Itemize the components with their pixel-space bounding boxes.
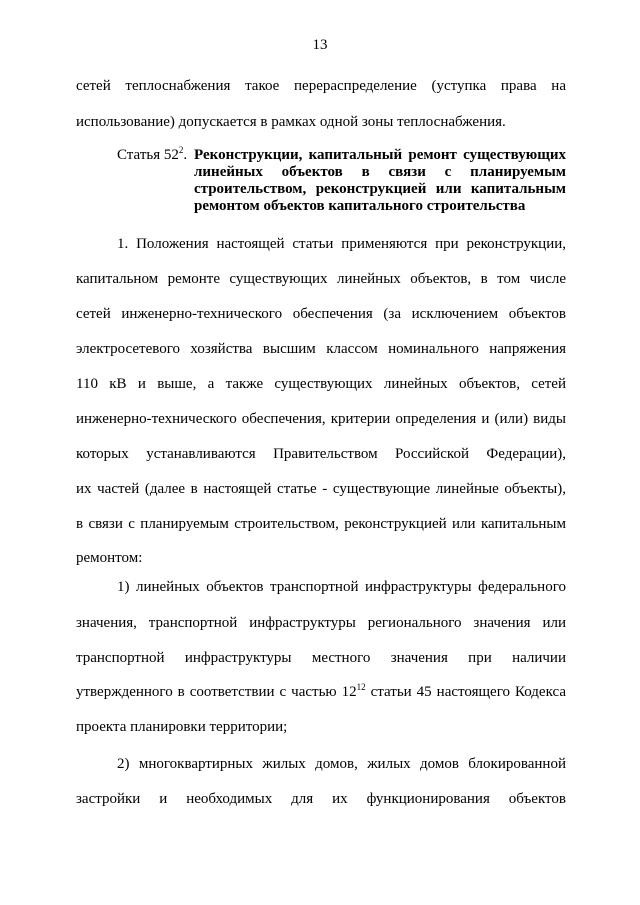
text-line: сетей инженерно-технического обеспечения (за исключением объектов xyxy=(76,306,566,322)
article-title-line: линейных объектов в связи с планируемым xyxy=(194,164,566,180)
text-line: в связи с планируемым строительством, реконструкцией или капитальным xyxy=(76,516,566,532)
text-fragment: утвержденного в соответствии с частью 12 xyxy=(76,684,357,700)
text-line: застройки и необходимых для их функционирования объектов xyxy=(76,791,566,807)
text-line: электросетевого хозяйства высшим классом номинального напряжения xyxy=(76,341,566,357)
text-line: их частей (далее в настоящей статье - существующие линейные объекты), xyxy=(76,481,566,497)
text-line: 1. Положения настоящей статьи применяются при реконструкции, xyxy=(117,236,566,252)
text-line: сетей теплоснабжения такое перераспределение (уступка права на xyxy=(76,78,566,94)
text-line: 110 кВ и выше, а также существующих линейных объектов, сетей xyxy=(76,376,566,392)
article-title xyxy=(194,147,566,215)
text-line xyxy=(76,683,566,701)
text-line: капитальном ремонте существующих линейных объектов, в том числе xyxy=(76,271,566,287)
page-number: 13 xyxy=(312,37,328,53)
text-line: транспортной инфраструктуры местного значения при наличии xyxy=(76,650,566,666)
article-label-text: Статья 52 xyxy=(117,147,179,163)
article-title-line: строительством, реконструкцией или капитальным xyxy=(194,181,566,197)
text-line: 2) многоквартирных жилых домов, жилых домов блокированной xyxy=(117,756,566,772)
superscript: 12 xyxy=(356,682,366,692)
text-line: значения, транспортной инфраструктуры регионального значения или xyxy=(76,615,566,631)
article-label-dot: . xyxy=(183,147,188,163)
text-line: которых устанавливаются Правительством Российской Федерации), xyxy=(76,446,566,462)
text-line: инженерно-технического обеспечения, критерии определения и (или) виды xyxy=(76,411,566,427)
text-fragment: статьи 45 настоящего Кодекса xyxy=(365,684,566,700)
text-line: ремонтом: xyxy=(76,550,143,566)
text-line: использование) допускается в рамках одной зоны теплоснабжения. xyxy=(76,114,506,130)
article-label-superscript: 2 xyxy=(178,145,184,155)
article-title-line: Реконструкции, капитальный ремонт существующих xyxy=(194,147,566,163)
article-title-line: ремонтом объектов капитального строительства xyxy=(194,198,526,214)
article-label xyxy=(117,147,187,164)
text-line: проекта планировки территории; xyxy=(76,719,288,735)
text-line: 1) линейных объектов транспортной инфраструктуры федерального xyxy=(117,579,566,595)
